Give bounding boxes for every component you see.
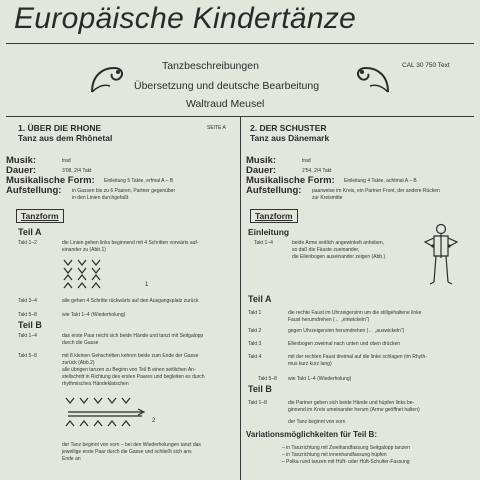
- r-takt-3-text: Ellenbogen zweimal nach unten und oben drücken: [288, 341, 401, 347]
- r-form-label: Musikalische Form:: [246, 175, 335, 186]
- figure-1-icon: [58, 256, 158, 292]
- takt-5-8-text: wie Takt 1–4 (Wiederholung): [62, 312, 126, 318]
- einleitung-text-1: beide Arme seitlich angewinkelt anheben,: [292, 240, 385, 246]
- b-takt-5-8-text-2: zurück (Abb.2): [62, 360, 95, 366]
- r-takt-1-text-2: Faust herumdrehen (← „einwickeln"): [288, 317, 370, 323]
- header-line-2: Übersetzung und deutsche Bearbeitung: [134, 80, 320, 92]
- dance-2-heading: 2. DER SCHUSTER: [250, 123, 327, 133]
- r-takt-2: Takt 2: [248, 328, 262, 334]
- tanzform-box: Tanzform: [16, 209, 64, 223]
- teil-a-text-2: einander zu (Abb.1): [62, 247, 106, 253]
- musik-value: trad: [62, 158, 71, 164]
- teil-b-heading: Teil B: [18, 320, 42, 330]
- r-takt-4: Takt 4: [248, 354, 262, 360]
- aufstellung-value-2: in den Linien durchgefaßt: [72, 195, 129, 201]
- einleitung-text-3: die Ellenbogen auseinander zeigen (Abb.): [292, 254, 386, 260]
- einleitung-takt: Takt 1–4: [254, 240, 273, 246]
- musik-label: Musik:: [6, 155, 37, 166]
- header-line-3: Waltraud Meusel: [186, 98, 265, 110]
- b-takt-5-8: Takt 5–8: [18, 353, 37, 359]
- variation-1: – in Tanzrichtung mit Zweihandfassung Seitgalopp tanzen: [282, 445, 410, 451]
- b-takt-5-8-text-1: mit 8 kleinen Gehschritten kehren beide zum Ende der Gasse: [62, 353, 199, 359]
- r-b-text-1: die Partner geben sich beide Hände und hüpfen links be-: [288, 400, 415, 406]
- end-text-3: Ende an: [62, 456, 81, 462]
- r-takt-4-text-1: mit der rechten Faust dreimal auf die linke schlagen (im Rhyth-: [288, 354, 427, 360]
- r-aufstellung-value-2: zur Kreismitte: [312, 195, 343, 201]
- r-takt-3: Takt 3: [248, 341, 262, 347]
- page-side-label: SEITE A: [207, 125, 226, 131]
- b-takt-5-8-text-5: rhythmisches Händeklatschen: [62, 381, 129, 387]
- r-b-text-3: der Tanz beginnt von vorn: [288, 419, 346, 425]
- r-form-value: Einleitung 4 Takte, achtmal A – B: [344, 178, 417, 184]
- r-b-takt-1-8: Takt 1–8: [248, 400, 267, 406]
- r-b-text-2: ginnend im Kreis umeinander herum (Arme geöffnet halten): [288, 407, 420, 413]
- ornament-left-icon: [88, 58, 128, 96]
- variation-3: – Polka rund tanzen mit Hüft- oder Hüft-Schulter-Fassung: [282, 459, 410, 465]
- dauer-value: 3'08, 2/4 Takt: [62, 168, 92, 174]
- takt-3-4: Takt 3–4: [18, 298, 37, 304]
- teil-a-text-1: die Linien gehen links beginnend mit 4 Schritten vorwärts auf-: [62, 240, 199, 246]
- r-tanzform-box: Tanzform: [250, 209, 298, 223]
- figure-2-icon: [58, 394, 168, 430]
- figure-2-number: 2: [152, 418, 156, 424]
- r-takt-5-8: Takt 5–8: [258, 376, 277, 382]
- header-line-1: Tanzbeschreibungen: [162, 60, 259, 72]
- end-text-1: der Tanz beginnt von vorn – bei den Wiederholungen tanzt das: [62, 442, 201, 448]
- dance-1-heading: 1. ÜBER DIE RHONE: [18, 123, 102, 133]
- einleitung-text-2: so daß die Fäuste zueinander,: [292, 247, 360, 253]
- r-dauer-label: Dauer:: [246, 165, 277, 176]
- form-label: Musikalische Form:: [6, 175, 95, 186]
- r-aufstellung-value-1: paarweise im Kreis, ein Partner Front, der andere Rücken: [312, 188, 440, 194]
- aufstellung-value-1: in Gassen bis zu 6 Paaren, Partner gegenüber: [72, 188, 176, 194]
- r-musik-value: trad: [302, 158, 311, 164]
- takt-5-8: Takt 5–8: [18, 312, 37, 318]
- figure-1-number: 1: [145, 282, 149, 288]
- end-text-2: jeweilige erste Paar durch die Gasse und schließt sich ans: [62, 449, 192, 455]
- r-teil-a-heading: Teil A: [248, 294, 272, 304]
- dauer-label: Dauer:: [6, 165, 37, 176]
- r-takt-5-8-text: wie Takt 1–4 (Wiederholung): [288, 376, 352, 382]
- dance-1-subheading: Tanz aus dem Rhônetal: [18, 133, 113, 143]
- form-value: Einleitung 5 Takte, erfmal A – B: [104, 178, 174, 184]
- aufstellung-label: Aufstellung:: [6, 185, 62, 196]
- teil-a-heading: Teil A: [18, 227, 42, 237]
- ornament-right-icon: [352, 58, 392, 96]
- b-takt-5-8-text-3: alle übrigen tanzen zu Beginn von Teil B einen seitlichen An-: [62, 367, 196, 373]
- page-title: Europäische Kindertänze: [14, 2, 357, 35]
- takt-3-4-text: alle gehen 4 Schritte rückwärts auf den Ausgangsplatz zurück: [62, 298, 199, 304]
- teil-a-takt: Takt 1–2: [18, 240, 37, 246]
- r-takt-4-text-2: mus kurz kurz lang): [288, 361, 332, 367]
- dancer-figure-icon: [420, 222, 462, 288]
- r-aufstellung-label: Aufstellung:: [246, 185, 302, 196]
- catalog-number: CAL 30 750 Text: [402, 62, 450, 69]
- r-takt-1-text-1: die rechte Faust im Uhrzeigersinn um die stillgehaltene linke: [288, 310, 422, 316]
- title-rule: [6, 43, 474, 44]
- r-takt-1: Takt 1: [248, 310, 262, 316]
- variation-2: – in Tanzrichtung mit innenhandfassung hüpfen: [282, 452, 387, 458]
- b-takt-1-4-text-2: durch die Gasse: [62, 340, 99, 346]
- einleitung-heading: Einleitung: [248, 227, 290, 237]
- column-divider: [240, 116, 241, 480]
- b-takt-1-4-text-1: das erste Paar reicht sich beide Hände und tanzt mit Seitgalopp: [62, 333, 204, 339]
- variations-heading: Variationsmöglichkeiten für Teil B:: [246, 430, 377, 439]
- dance-2-subheading: Tanz aus Dänemark: [250, 133, 330, 143]
- r-teil-b-heading: Teil B: [248, 384, 272, 394]
- b-takt-5-8-text-4: stellschritt in Richtung des ersten Paares und begleiten es durch: [62, 374, 205, 380]
- r-takt-2-text: gegen Uhrzeigersinn herumdrehen (← „auswickeln"): [288, 328, 405, 334]
- r-dauer-value: 2'54, 2/4 Takt: [302, 168, 332, 174]
- b-takt-1-4: Takt 1–4: [18, 333, 37, 339]
- r-musik-label: Musik:: [246, 155, 277, 166]
